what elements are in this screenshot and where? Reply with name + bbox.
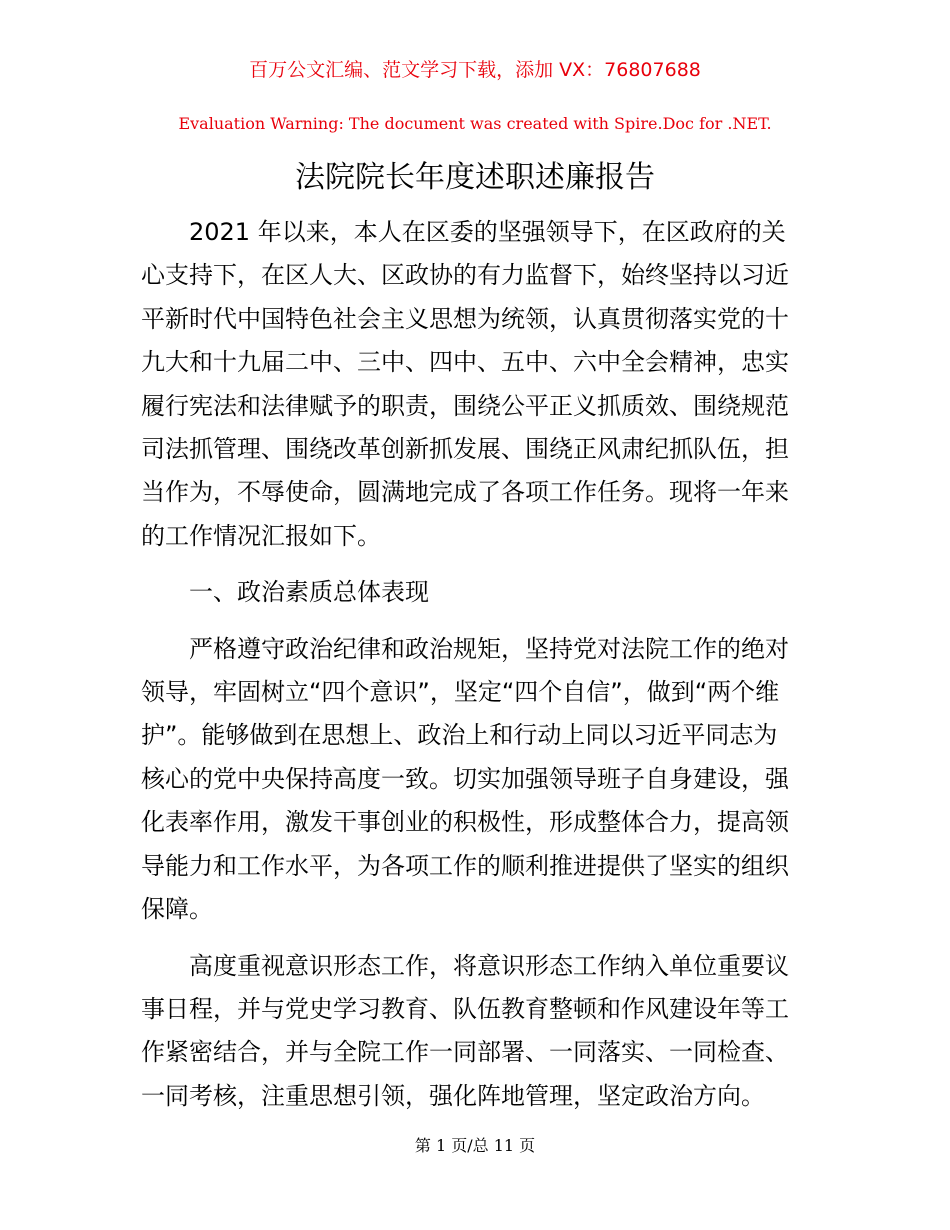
text-line: 九大和十九届二中、三中、四中、五中、六中全会精神，忠实 — [141, 348, 789, 377]
text-line: 领导，牢固树立“四个意识”，坚定“四个自信”，做到“两个维 — [141, 678, 780, 707]
text-line: 作紧密结合，并与全院工作一同部署、一同落实、一同检查、 — [141, 1038, 789, 1067]
section-heading-text: 一、政治素质总体表现 — [141, 578, 429, 607]
document-body — [141, 211, 811, 1118]
text-line: 司法抓管理、围绕改革创新抓发展、围绕正风肃纪抓队伍，担 — [141, 435, 789, 464]
page-indicator: 第 1 页/总 11 页 — [414, 1136, 536, 1155]
text-line: 护”。能够做到在思想上、政治上和行动上同以习近平同志为 — [141, 721, 778, 750]
text-line: 事日程，并与党史学习教育、队伍教育整顿和作风建设年等工 — [141, 994, 789, 1023]
intro-paragraph — [141, 211, 811, 558]
text-line: 导能力和工作水平，为各项工作的顺利推进提供了坚实的组织 — [141, 851, 789, 880]
text-line: 保障。 — [141, 895, 213, 924]
header-banner: 百万公文汇编、范文学习下载，添加 VX：76807688 — [249, 59, 701, 81]
section-heading — [141, 571, 811, 614]
evaluation-warning: Evaluation Warning: The document was created with Spire.Doc for .NET. — [178, 114, 772, 133]
text-line: 核心的党中央保持高度一致。切实加强领导班子自身建设，强 — [141, 764, 789, 793]
text-line: 严格遵守政治纪律和政治规矩，坚持党对法院工作的绝对 — [141, 634, 789, 663]
text-line: 一同考核，注重思想引领，强化阵地管理，坚定政治方向。 — [141, 1081, 765, 1110]
paragraph-3 — [141, 945, 811, 1119]
text-line: 高度重视意识形态工作，将意识形态工作纳入单位重要议 — [141, 951, 789, 980]
text-line: 的工作情况汇报如下。 — [141, 521, 381, 550]
text-line: 化表率作用，激发干事创业的积极性，形成整体合力，提高领 — [141, 808, 789, 837]
text-line: 当作为，不辱使命，圆满地完成了各项工作任务。现将一年来 — [141, 478, 789, 507]
text-line: 平新时代中国特色社会主义思想为统领，认真贯彻落实党的十 — [141, 304, 789, 333]
paragraph-2 — [141, 628, 811, 932]
document-title: 法院院长年度述职述廉报告 — [295, 160, 655, 195]
text-line: 履行宪法和法律赋予的职责，围绕公平正义抓质效、围绕规范 — [141, 391, 789, 420]
text-line: 心支持下，在区人大、区政协的有力监督下，始终坚持以习近 — [141, 261, 789, 290]
text-line: 2021 年以来，本人在区委的坚强领导下，在区政府的关 — [141, 218, 786, 246]
